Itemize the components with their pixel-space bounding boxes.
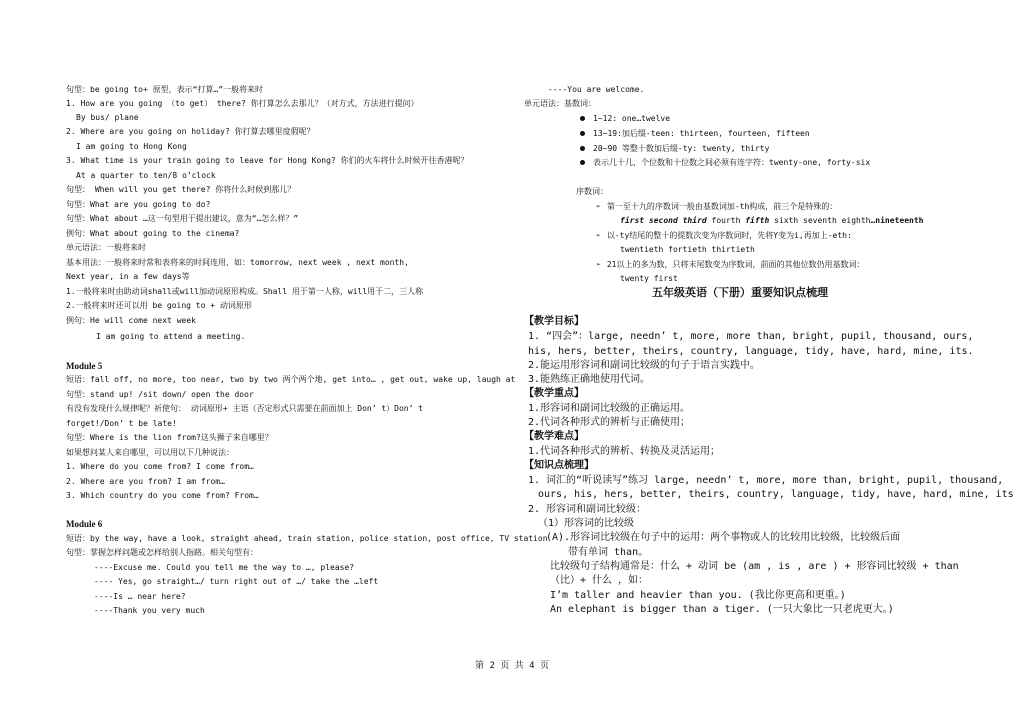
cardinal-bullet: 1~12: one…twelve — [580, 114, 670, 124]
page-footer: 第 2 页 共 4 页 — [475, 661, 549, 671]
text-line: ours, his, hers, better, theirs, country, language, tidy, have, hard, mine, its — [538, 489, 1014, 500]
section-heading-goals: 【教学目标】 — [524, 316, 584, 327]
text-line: ----Excuse me. Could you tell me the way to …, please? — [94, 563, 355, 572]
text-line: （1）形容词的比较级 — [538, 518, 635, 529]
text-line: 比较级句子结构通常是：什么 + 动词 be (am , is , are ) + 形容词比较级 + than — [550, 561, 959, 572]
text-line: 有没有发现什么规律呢？祈使句： 动词原形+ 主语（否定形式只需要在前面加上 Don’ t）Don’ t — [66, 404, 424, 413]
text-line: 句型：Where is the lion from?这头狮子来自哪里？ — [66, 433, 273, 442]
text-line: (A).形容词比较级在句子中的运用：两个事物或人的比较用比较级，比较级后面 — [546, 532, 901, 543]
text-line: I am going to Hong Kong — [76, 142, 187, 151]
text-line: An elephant is bigger than a tiger. (一只大象比一只老虎更大。) — [550, 604, 894, 615]
text-line: 2. Where are you from? I am from… — [66, 477, 225, 486]
cardinal-bullet: 20~90 等整十数加后缀-ty: twenty, thirty — [580, 144, 769, 154]
text-line: （比）+ 什么 ，如： — [550, 575, 649, 586]
text-line: 句型：What are you going to do? — [66, 200, 211, 209]
text-line: 2.代词各种形式的辨析与正确使用； — [528, 417, 691, 428]
arrow-bullet-icon: ➢ — [596, 202, 601, 211]
text-line: 例句：What about going to the cinema? — [66, 229, 240, 238]
text-line: I’m taller and heavier than you. (我比你更高和更重。) — [550, 590, 846, 601]
module-6-heading: Module 6 — [66, 519, 103, 529]
bullet-icon — [580, 160, 585, 165]
text-line: Next year, in a few days等 — [66, 272, 190, 281]
text-line: 1. 词汇的“听说读写”练习 large, needn’ t, more, more than, bright, pupil, thousand, — [528, 475, 1004, 486]
document-title: 五年级英语（下册）重要知识点梳理 — [652, 286, 828, 299]
text-line: 1.一般将来时由助动词shall或will加动词原形构成。Shall 用于第一人称，will用于二，三人称 — [66, 287, 424, 296]
text-line: 句型： When will you get there? 你将什么时候到那儿？ — [66, 185, 296, 194]
bullet-icon — [580, 131, 585, 136]
text-line: 2.能运用形容词和副词比较级的句子于语言实践中。 — [528, 360, 761, 371]
ordinal-rule: ➢ 第一至十九的序数词一般由基数词加-th构成，前三个是特殊的： — [596, 202, 838, 211]
text-line: his, hers, better, theirs, country, language, tidy, have, hard, mine, its. — [528, 346, 974, 357]
text-line: 1. Where do you come from? I come from… — [66, 462, 254, 471]
bullet-icon — [580, 146, 585, 151]
text-line: 2.一般将来时还可以用 be going to + 动词原形 — [66, 301, 252, 310]
text-line: 2. Where are you going on holiday? 你打算去哪里度假呢？ — [66, 127, 315, 136]
text-line: 句型：be going to+ 原型，表示“打算…”一般将来时 — [66, 85, 264, 94]
text-line: ---- Yes, go straight…/ turn right out of …/ take the …left — [94, 577, 379, 586]
text-line: ----Is … near here? — [94, 592, 186, 601]
text-line: 单元语法：基数词： — [524, 99, 596, 108]
text-line: 2. 形容词和副词比较级： — [528, 504, 647, 515]
text-line: ----Thank you very much — [94, 606, 205, 615]
arrow-bullet-icon: ➢ — [596, 260, 601, 269]
text-line: 1.形容词和副词比较级的正确运用。 — [528, 403, 691, 414]
text-line: 例句：He will come next week — [66, 316, 196, 325]
text-line: By bus/ plane — [76, 113, 139, 122]
text-line: I am going to attend a meeting. — [96, 332, 246, 341]
text-line: ----You are welcome. — [548, 85, 645, 94]
bullet-icon — [580, 116, 585, 121]
ordinal-examples: twentieth fortieth thirtieth — [620, 245, 755, 254]
text-line: At a quarter to ten/8 o’clock — [76, 171, 216, 180]
text-line: 1. How are you going （to get） there? 你打算怎么去那儿？（对方式，方法进行提问） — [66, 99, 419, 108]
ordinal-examples: twenty first — [620, 274, 678, 283]
text-line: 1. “四会”：large, needn’ t, more, more than, bright, pupil, thousand, ours, — [528, 331, 974, 342]
text-line: 基本用法：一般将来时常和表将来的时间连用，如：tomorrow, next week , next month, — [66, 258, 409, 267]
text-line: 句型：stand up! /sit down/ open the door — [66, 390, 254, 399]
text-line: 3. Which country do you come from? From… — [66, 491, 259, 500]
text-line: 句型：What about …这一句型用于提出建议，意为“…怎么样？” — [66, 214, 299, 223]
text-line: 1.代词各种形式的辨析、转换及灵活运用； — [528, 446, 721, 457]
text-line: 单元语法：一般将来时 — [66, 243, 146, 252]
ordinal-rule: ➢ 以-ty结尾的整十的提数次变为序数词时，先将Y变为i,再加上-eth: — [596, 231, 852, 240]
section-heading-difficulty: 【教学难点】 — [524, 431, 584, 442]
section-heading-key: 【教学重点】 — [524, 388, 584, 399]
section-heading-knowledge: 【知识点梳理】 — [524, 460, 594, 471]
arrow-bullet-icon: ➢ — [596, 231, 601, 240]
cardinal-bullet: 13~19:加后缀-teen: thirteen, fourteen, fifteen — [580, 129, 810, 139]
text-line: 带有单词 than。 — [568, 547, 649, 558]
text-line: 如果想问某人来自哪里，可以用以下几种说法： — [66, 448, 234, 457]
text-line: forget!/Don’ t be late! — [66, 419, 177, 428]
text-line: 句型：掌握怎样问题或怎样给别人指路。相关句型有： — [66, 548, 258, 557]
text-line: 短语：by the way, have a look, straight ahead, train station, police station, post office, TV station — [66, 534, 548, 543]
ordinal-examples: first second third fourth fifth sixth seventh eighth…nineteenth — [620, 216, 924, 225]
text-line: 3.能熟练正确地使用代词。 — [528, 374, 651, 385]
module-5-heading: Module 5 — [66, 361, 103, 371]
text-line: 短语：fall off, no more, too near, two by two 两个两个地, get into… , get out, wake up, laugh at — [66, 375, 516, 384]
ordinal-heading: 序数词： — [576, 187, 608, 196]
text-line: 3. What time is your train going to leave for Hong Kong? 你们的火车将什么时候开往香港呢？ — [66, 156, 469, 165]
cardinal-bullet: 表示几十几，个位数和十位数之间必须有连字符：twenty-one, forty-six — [580, 158, 870, 168]
ordinal-rule: ➢ 21以上的多为数，只将末尾数变为序数词，前面的其他位数仍用基数词： — [596, 260, 865, 269]
